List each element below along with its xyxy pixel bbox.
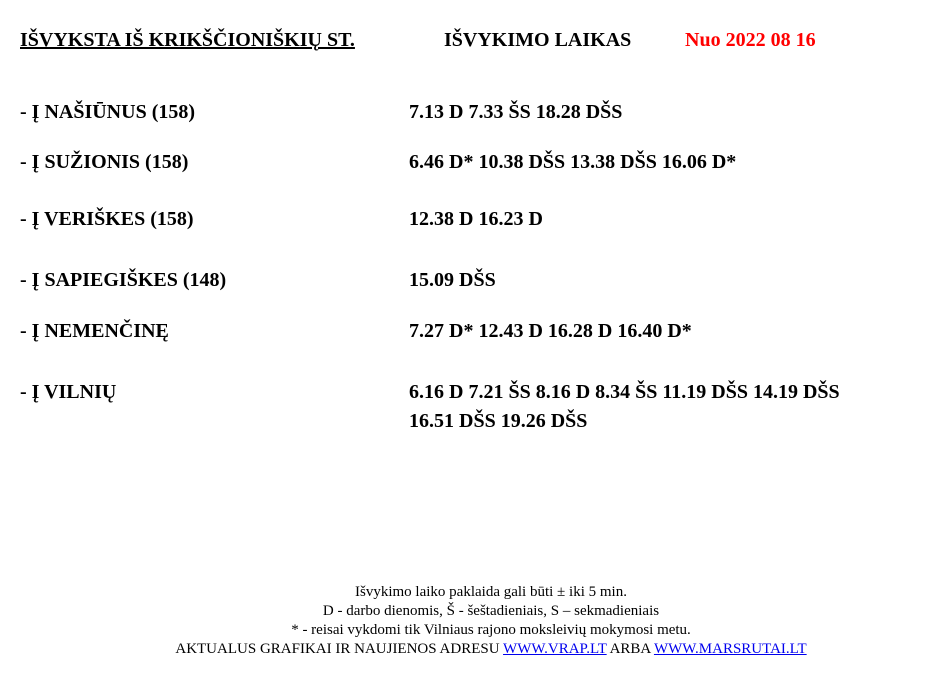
route-times-vilnius-line2: 16.51 DŠS 19.26 DŠS bbox=[409, 410, 588, 432]
station-title: IŠVYKSTA IŠ KRIKŠČIONIŠKIŲ ST. bbox=[20, 29, 355, 51]
route-destination-sapiegiskes: - Į SAPIEGIŠKES (148) bbox=[20, 269, 227, 291]
marsrutai-link[interactable]: WWW.MARSRUTAI.LT bbox=[653, 641, 807, 657]
footer-school-note: * - reisai vykdomi tik Vilniaus rajono moksleivių mokymosi metu. bbox=[291, 622, 691, 638]
departure-time-heading: IŠVYKIMO LAIKAS bbox=[444, 29, 632, 51]
route-destination-nasiunai: - Į NAŠIŪNUS (158) bbox=[20, 101, 196, 123]
route-destination-veriskes: - Į VERIŠKES (158) bbox=[20, 208, 194, 230]
route-times-suzionys: 6.46 D* 10.38 DŠS 13.38 DŠS 16.06 D* bbox=[409, 151, 737, 173]
valid-from-date: Nuo 2022 08 16 bbox=[685, 29, 816, 51]
footer-links-middle: ARBA bbox=[609, 641, 651, 657]
footer-links-prefix: AKTUALUS GRAFIKAI IR NAUJIENOS ADRESU bbox=[175, 641, 500, 657]
route-times-veriskes: 12.38 D 16.23 D bbox=[409, 208, 543, 230]
footer-links-line bbox=[0, 640, 936, 659]
route-destination-nemencine: - Į NEMENČINĘ bbox=[20, 320, 169, 342]
footer-legend: D - darbo dienomis, Š - šeštadieniais, S – sekmadieniais bbox=[322, 603, 660, 619]
route-times-nasiunai: 7.13 D 7.33 ŠS 18.28 DŠS bbox=[409, 101, 623, 123]
footer-tolerance-note: Išvykimo laiko paklaida gali būti ± iki 5 min. bbox=[355, 584, 627, 600]
route-times-vilnius-line1: 6.16 D 7.21 ŠS 8.16 D 8.34 ŠS 11.19 DŠS 14.19 DŠS bbox=[409, 381, 840, 403]
route-times-nemencine: 7.27 D* 12.43 D 16.28 D 16.40 D* bbox=[409, 320, 692, 342]
route-destination-vilnius: - Į VILNIŲ bbox=[20, 381, 117, 403]
route-destination-suzionys: - Į SUŽIONIS (158) bbox=[20, 151, 189, 173]
route-times-sapiegiskes: 15.09 DŠS bbox=[409, 269, 496, 291]
vrap-link[interactable]: WWW.VRAP.LT bbox=[503, 641, 607, 657]
